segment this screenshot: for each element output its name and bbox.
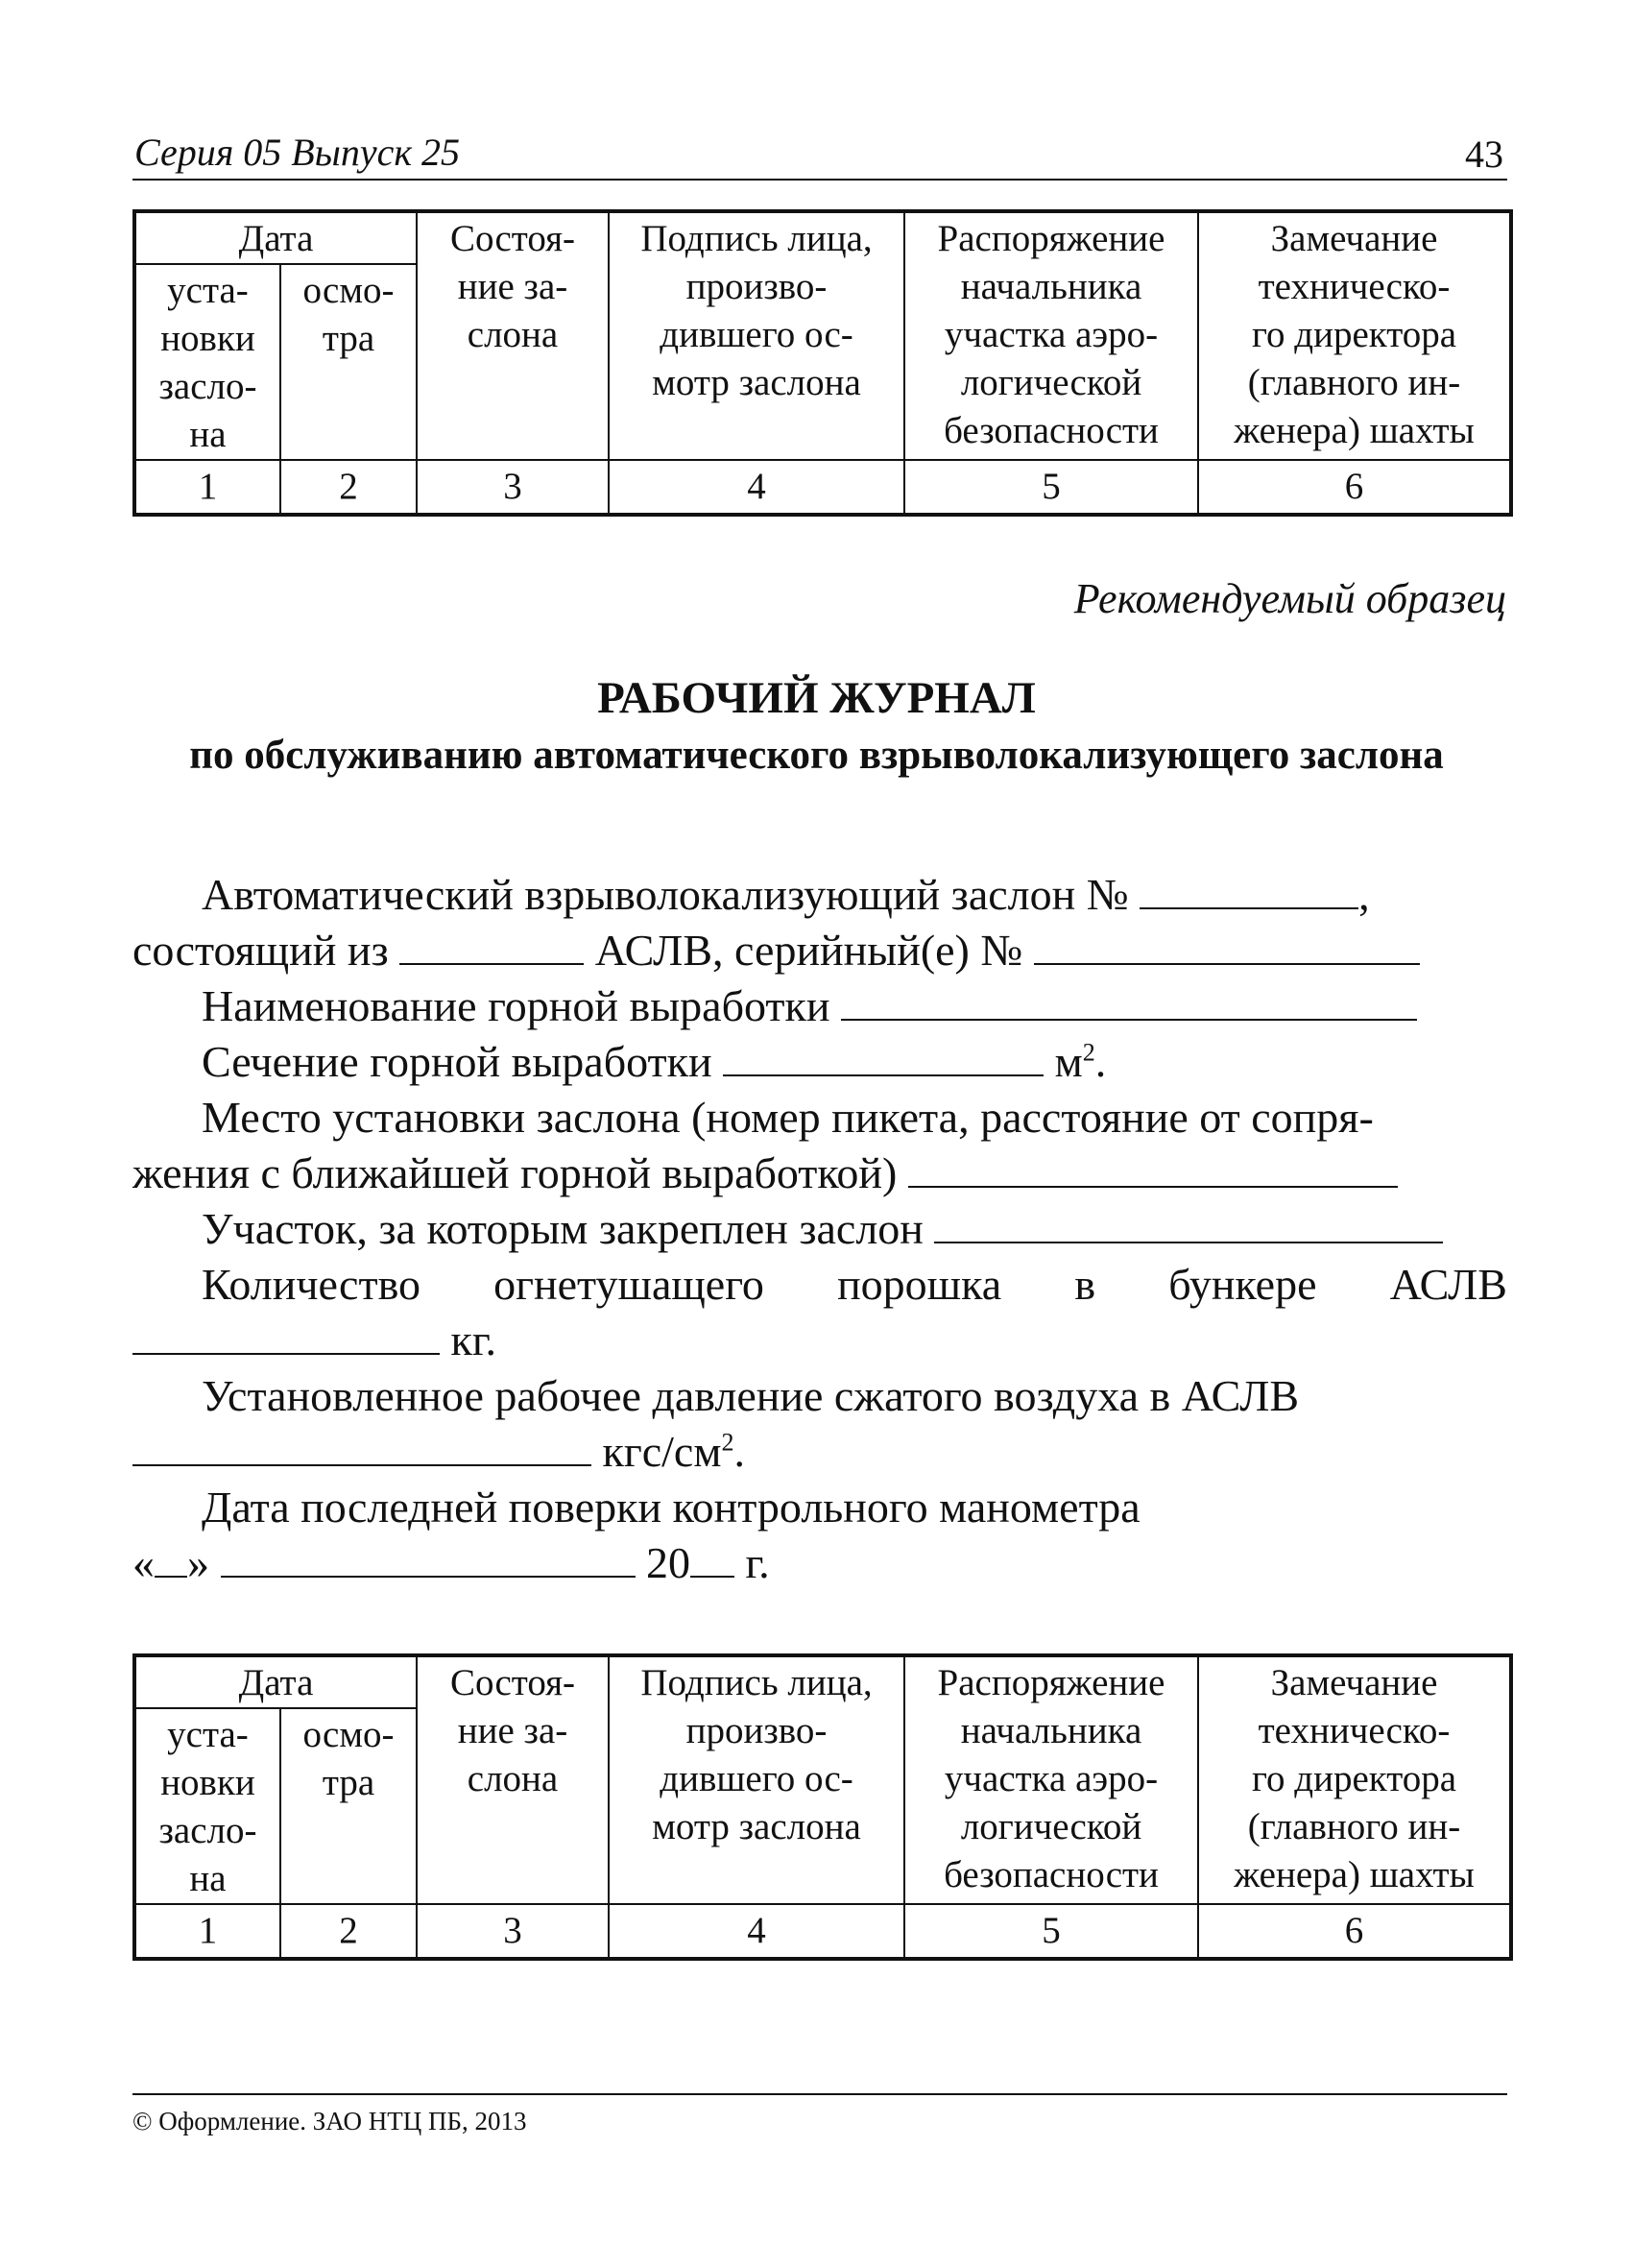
- form-line-location: Место установки заслона (номер пикета, расстояние от сопря-: [202, 1093, 1374, 1142]
- remark-header: Замечание техническо- го директора (главного ин- женера) шахты: [1198, 211, 1511, 460]
- location-field[interactable]: [908, 1147, 1398, 1188]
- form-line-damper-number: Автоматический взрыволокализующий заслон № ,: [202, 870, 1370, 919]
- col-number: 5: [904, 460, 1198, 515]
- col-number: 3: [417, 460, 609, 515]
- footer-divider: [132, 2093, 1507, 2095]
- page-header: [132, 125, 1507, 181]
- gauge-year-field[interactable]: [690, 1537, 734, 1578]
- col-number: 5: [904, 1904, 1198, 1959]
- signature-header: Подпись лица, произво- дившего ос- мотр заслона: [609, 1655, 904, 1904]
- form-line-working-name: Наименование горной выработки: [132, 979, 1576, 1033]
- document-subtitle: по обслуживанию автоматического взрыволокализующего заслона: [189, 733, 1444, 778]
- date-header: Дата: [134, 211, 417, 264]
- form-line-gauge-check: Дата последней поверки контрольного манометра: [202, 1483, 1141, 1532]
- pressure-field[interactable]: [132, 1426, 591, 1466]
- col-number: 1: [134, 1904, 280, 1959]
- form-line-composition: состоящий из АСЛВ, серийный(е) №: [132, 924, 1507, 977]
- col-number: 6: [1198, 460, 1511, 515]
- col-number: 1: [134, 460, 280, 515]
- date-header: Дата: [134, 1655, 417, 1708]
- working-name-field[interactable]: [841, 980, 1417, 1021]
- gauge-day-field[interactable]: [155, 1537, 187, 1578]
- form-line-powder: Количество огнетушащего порошка в бункере АСЛВ: [202, 1260, 1507, 1309]
- journal-table-top: [132, 209, 1513, 517]
- col-number: 6: [1198, 1904, 1511, 1959]
- form-line-section: Сечение горной выработки $м^2$.: [202, 1037, 1107, 1086]
- col-number: 2: [280, 1904, 417, 1959]
- form-line-section-owner: Участок, за которым закреплен заслон: [132, 1202, 1576, 1256]
- inspection-date-header: осмо- тра: [280, 264, 417, 460]
- aslv-count-field[interactable]: [399, 925, 584, 965]
- col-number: 4: [609, 1904, 904, 1959]
- journal-table-bottom: [132, 1653, 1513, 1961]
- order-header: Распоряжение начальника участка аэро- логической безопасности: [904, 1655, 1198, 1904]
- gauge-month-field[interactable]: [221, 1537, 636, 1578]
- recommended-sample-label: Рекомендуемый образец: [1073, 575, 1506, 622]
- col-number: 3: [417, 1904, 609, 1959]
- powder-amount-field[interactable]: [132, 1315, 440, 1355]
- form-line-location-cont: жения с ближайшей горной выработкой): [132, 1146, 1507, 1200]
- damper-number-field[interactable]: [1140, 869, 1358, 909]
- install-date-header: уста- новки засло- на: [134, 264, 280, 460]
- document-title: РАБОЧИЙ ЖУРНАЛ: [597, 673, 1036, 723]
- section-field[interactable]: [723, 1036, 1044, 1076]
- remark-header: Замечание техническо- го директора (главного ин- женера) шахты: [1198, 1655, 1511, 1904]
- signature-header: Подпись лица, произво- дившего ос- мотр заслона: [609, 211, 904, 460]
- page-number: 43: [1465, 133, 1503, 176]
- state-header: Состоя- ние за- слона: [417, 211, 609, 460]
- form-line-pressure: Установленное рабочее давление сжатого воздуха в АСЛВ: [202, 1371, 1300, 1420]
- col-number: 4: [609, 460, 904, 515]
- form-line-powder-value: кг.: [132, 1314, 1507, 1367]
- series-label: Серия 05 Выпуск 25: [134, 131, 461, 174]
- form-line-pressure-value: кгс/$см^2$.: [132, 1425, 1507, 1479]
- state-header: Состоя- ние за- слона: [417, 1655, 609, 1904]
- serial-number-field[interactable]: [1034, 925, 1420, 965]
- inspection-date-header: осмо- тра: [280, 1708, 417, 1904]
- section-owner-field[interactable]: [934, 1203, 1443, 1243]
- order-header: Распоряжение начальника участка аэро- логической безопасности: [904, 211, 1198, 460]
- install-date-header: уста- новки засло- на: [134, 1708, 280, 1904]
- form-line-gauge-date: « » 20 г.: [132, 1538, 770, 1587]
- copyright-notice: © Оформление. ЗАО НТЦ ПБ, 2013: [132, 2107, 527, 2135]
- col-number: 2: [280, 460, 417, 515]
